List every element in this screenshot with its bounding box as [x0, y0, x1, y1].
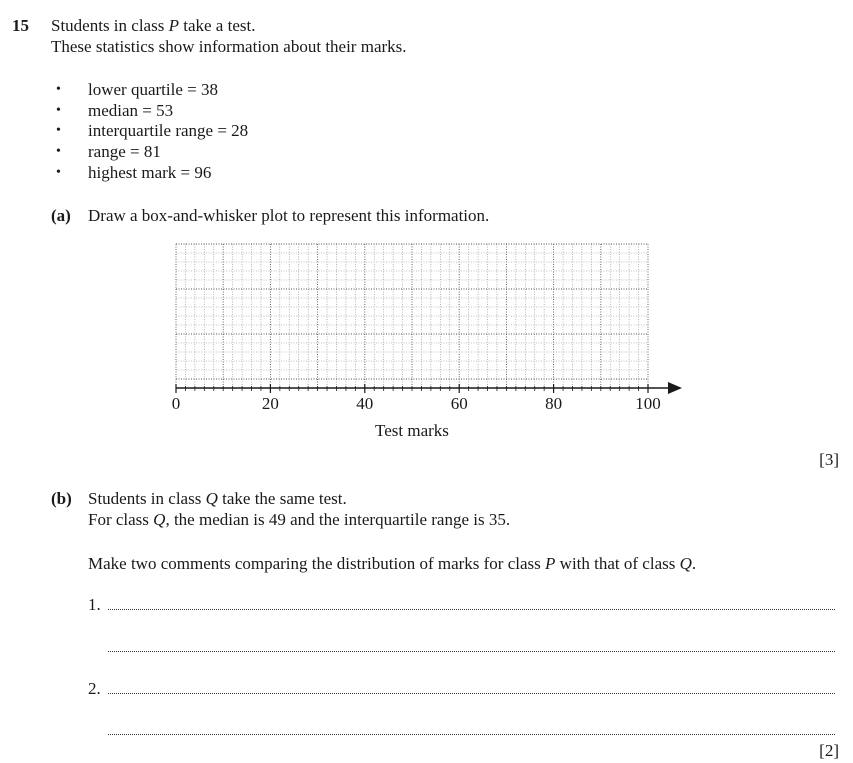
answer-2-line-1[interactable]: [108, 693, 835, 694]
answer-2-line-2[interactable]: [108, 734, 835, 735]
tick-label: 60: [450, 394, 468, 413]
stat-item: highest mark = 96: [88, 163, 212, 182]
stat-item: median = 53: [88, 101, 174, 120]
tick-label: 40: [356, 394, 374, 413]
intro-line-2: These statistics show information about their marks.: [51, 37, 407, 56]
grid-lines: [176, 244, 648, 388]
bullet-icon: •: [56, 123, 61, 138]
part-b-marks: [2]: [819, 741, 839, 760]
answer-2-label: 2.: [88, 679, 101, 698]
part-b-line-1: Students in class Q take the same test.: [88, 489, 347, 508]
part-b-label: (b): [51, 489, 72, 508]
part-a-marks: [3]: [819, 450, 839, 469]
x-axis-label: Test marks: [375, 421, 449, 440]
x-axis: [176, 382, 682, 394]
part-a-prompt: Draw a box-and-whisker plot to represent this information.: [88, 206, 490, 225]
question-number: 15: [12, 16, 29, 35]
stat-item: interquartile range = 28: [88, 121, 249, 140]
tick-label: 0: [171, 394, 181, 413]
part-b-instruction: Make two comments comparing the distribution of marks for class P with that of class Q.: [88, 554, 697, 573]
tick-label: 100: [635, 394, 661, 413]
bullet-icon: •: [56, 103, 61, 118]
answer-1-label: 1.: [88, 595, 101, 614]
answer-1-line-1[interactable]: [108, 609, 835, 610]
intro-line-1: Students in class P take a test.: [51, 16, 256, 35]
tick-label: 80: [545, 394, 563, 413]
bullet-icon: •: [56, 165, 61, 180]
stat-item: lower quartile = 38: [88, 80, 218, 99]
bullet-icon: •: [56, 82, 61, 97]
bullet-icon: •: [56, 144, 61, 159]
stat-item: range = 81: [88, 142, 161, 161]
axis-arrow-icon: [668, 382, 682, 394]
tick-label: 20: [261, 394, 279, 413]
answer-1-line-2[interactable]: [108, 651, 835, 652]
part-b-line-2: For class Q, the median is 49 and the interquartile range is 35.: [88, 510, 511, 529]
part-a-label: (a): [51, 206, 71, 225]
tick-labels: [172, 394, 661, 413]
